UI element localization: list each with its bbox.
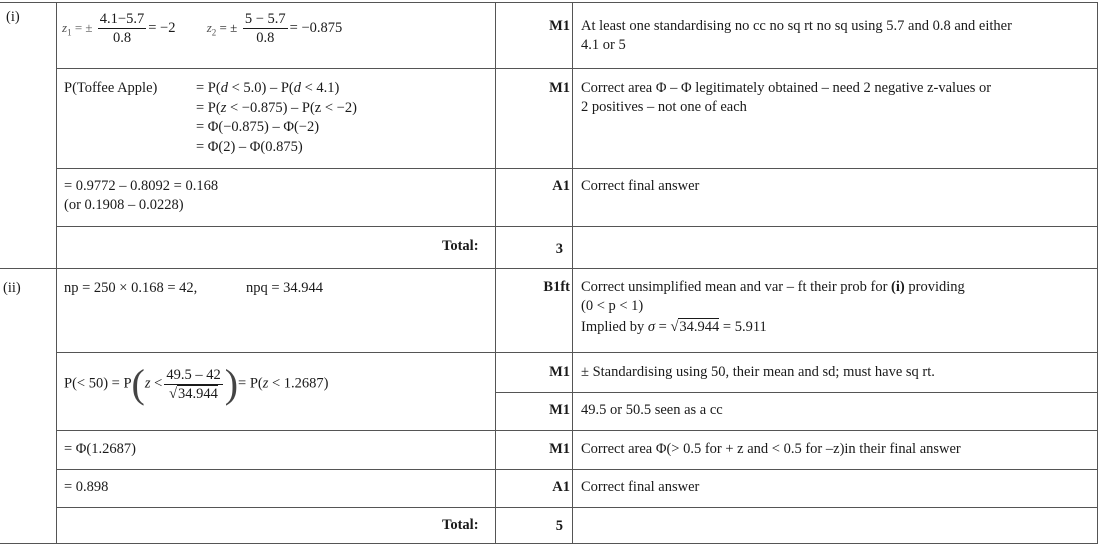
guidance-text: ± Standardising using 50, their mean and sd; must have sq rt. [581,364,935,380]
mark-code: M1 [549,441,570,457]
z1-numerator: 4.1−5.7 [99,11,145,27]
standardise-fraction [164,366,222,403]
z1-result: = −2 [148,19,176,36]
row-divider [56,168,1098,169]
working-standardise: P(< 50) = P(z < $\frac{49.5 - 42}{√34.944}$ )= P(z < 1.2687) [64,361,329,406]
z1-equals: = ± [71,19,96,35]
col-divider-working [56,2,57,544]
z2-equals: = ± [216,19,238,35]
col-divider-marks [495,2,496,544]
row-divider [56,226,1098,227]
guidance-text: Correct area Φ(> 0.5 for + z and < 0.5 for –z)in their final answer [581,441,961,457]
working-line: = 0.9772 – 0.8092 = 0.168 [64,178,219,194]
z1-fraction [98,10,146,47]
working-line: = P(d < 5.0) – P(d < 4.1) [196,80,340,96]
mark-code: M1 [549,18,570,34]
working-toffee-lines [196,79,357,157]
row-divider [56,430,1098,431]
total-label: Total: [442,517,479,533]
total-value: 5 [555,518,563,534]
working-toffee-label: P(Toffee Apple) [64,80,158,96]
row-divider [56,507,1098,508]
total-value: 3 [555,241,563,257]
guidance-line: At least one standardising no cc no sq rt no sq using 5.7 and 0.8 and either [581,18,1012,34]
right-paren: ) [224,361,239,406]
mark-code: M1 [549,80,570,96]
z1-subscript: 1 [67,27,72,38]
table-top-border [0,2,1098,3]
fraction-denominator: √34.944 [169,385,218,402]
working-line: = Φ(−0.875) – Φ(−2) [196,119,320,135]
z2-fraction [243,10,288,47]
working-final-value [64,177,218,215]
part-label-ii: (ii) [3,280,21,296]
guidance-text [581,17,1012,55]
working-npq: npq = 34.944 [246,280,324,296]
guidance-text [581,79,991,117]
guidance-text: 49.5 or 50.5 seen as a cc [581,402,723,418]
total-label: Total: [442,238,479,254]
working-line: = Φ(2) – Φ(0.875) [196,138,303,155]
guidance-text: Correct final answer [581,178,700,194]
working-z-values [62,10,342,47]
row-divider-marks-split [495,392,1098,393]
row-divider [56,352,1098,353]
guidance-line: (0 < p < 1) [581,298,644,314]
mark-code: A1 [552,178,570,194]
z2-result: = −0.875 [289,19,343,36]
guidance-text: Correct final answer [581,479,700,495]
z-symbol: z [144,375,151,392]
z1-symbol: z [62,19,68,35]
guidance-line: Implied by σ = √34.944 = 5.911 [581,319,767,335]
table-right-border [1097,2,1098,544]
working-np: np = 250 × 0.168 = 42, [64,280,198,296]
table-bottom-border [0,543,1098,544]
row-divider [56,469,1098,470]
prob-rhs: = P( [238,375,263,392]
z2-numerator: 5 − 5.7 [244,11,286,27]
section-divider [0,268,1098,269]
mark-code: M1 [549,402,570,418]
prob-lhs: P(< 50) = P [64,375,132,392]
z2-subscript: 2 [211,27,217,38]
working-final: = 0.898 [64,479,109,495]
guidance-line: 2 positives – not one of each [581,99,747,115]
guidance-line: Correct area Φ – Φ legitimately obtained – need 2 negative z-values or [581,80,992,96]
left-paren: ( [131,361,145,406]
less-than: < [150,375,163,392]
guidance-line: Correct unsimplified mean and var – ft their prob for (i) providing [581,279,965,295]
col-divider-guidance [572,2,573,544]
working-line: (or 0.1908 – 0.0228) [64,197,184,213]
mark-code: B1ft [543,279,570,295]
guidance-text [581,278,965,337]
working-line: = P(z < −0.875) – P(z < −2) [196,99,357,116]
part-label-i: (i) [6,9,20,25]
working-phi: = Φ(1.2687) [64,441,136,457]
guidance-line: 4.1 or 5 [581,37,626,53]
row-divider [56,68,1098,69]
z2-denominator: 0.8 [256,30,275,46]
z1-denominator: 0.8 [112,30,132,46]
fraction-numerator: 49.5 – 42 [166,366,221,383]
z2-symbol: z [206,19,212,35]
mark-code: A1 [552,479,570,495]
mark-code: M1 [549,364,570,380]
